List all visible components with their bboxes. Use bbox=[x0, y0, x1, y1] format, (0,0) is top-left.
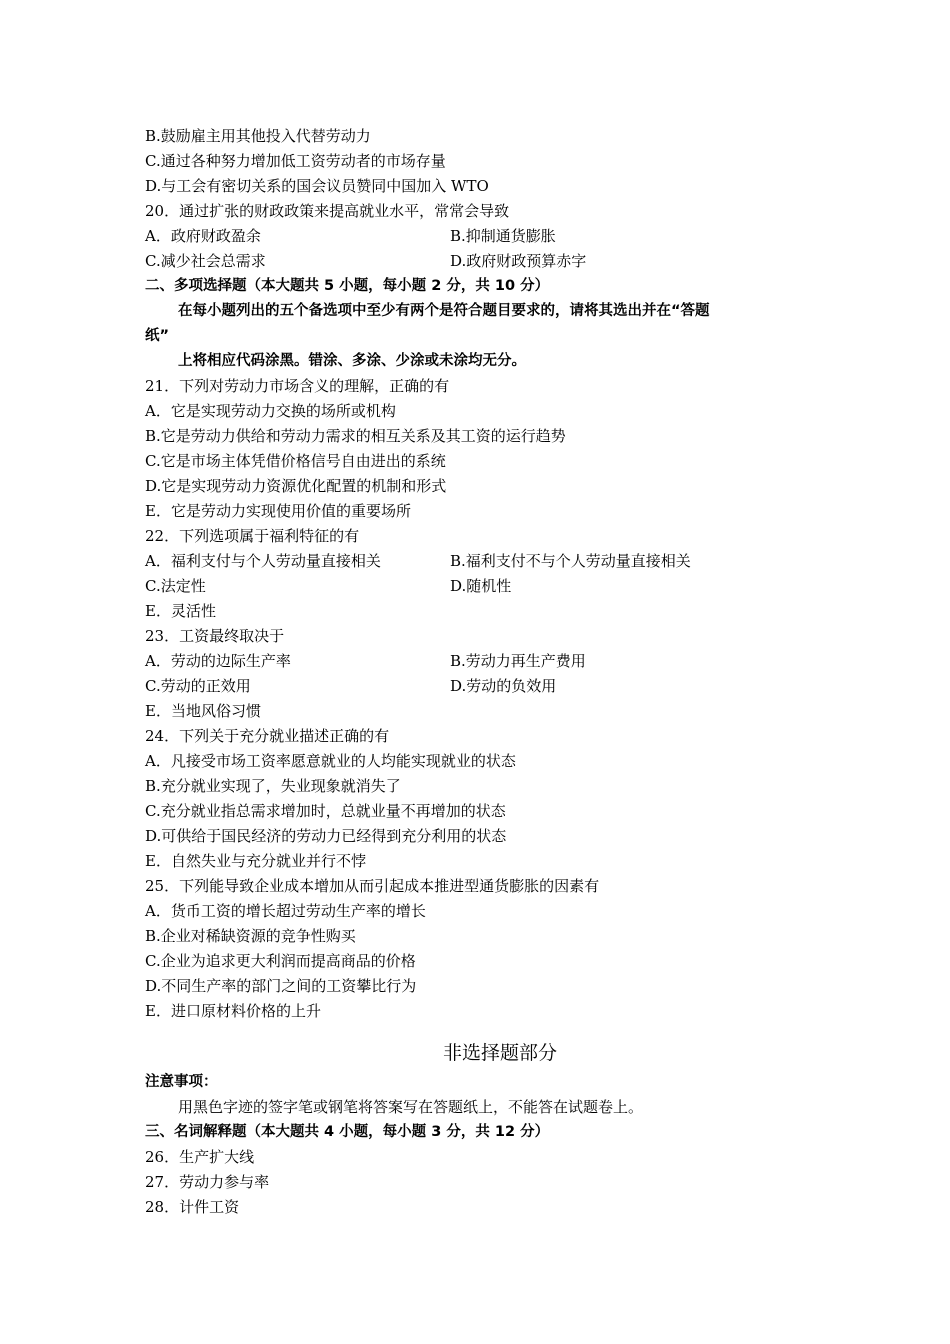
q19-option-d: D.与工会有密切关系的国会议员赞同中国加入 WTO bbox=[145, 177, 489, 195]
q20-option-b: B.抑制通货膨胀 bbox=[450, 227, 556, 245]
q21-option-b: B.它是劳动力供给和劳动力需求的相互关系及其工资的运行趋势 bbox=[145, 427, 566, 445]
q24-option-c: C.充分就业指总需求增加时，总就业量不再增加的状态 bbox=[145, 802, 506, 820]
q27: 27．劳动力参与率 bbox=[145, 1173, 270, 1191]
q23-option-e: E．当地风俗习惯 bbox=[145, 702, 261, 720]
section2-instruction-1: 在每小题列出的五个备选项中至少有两个是符合题目要求的，请将其选出并在“答题 bbox=[178, 303, 710, 319]
q24-stem: 24．下列关于充分就业描述正确的有 bbox=[145, 727, 390, 745]
q25-option-c: C.企业为追求更大利润而提高商品的价格 bbox=[145, 952, 416, 970]
notice-text: 用黑色字迹的签字笔或钢笔将答案写在答题纸上，不能答在试题卷上。 bbox=[178, 1098, 644, 1116]
q22-options-row-1 bbox=[145, 549, 825, 574]
q21-stem: 21．下列对劳动力市场含义的理解，正确的有 bbox=[145, 377, 450, 395]
q24-option-b: B.充分就业实现了，失业现象就消失了 bbox=[145, 777, 401, 795]
q23-option-b: B.劳动力再生产费用 bbox=[450, 652, 586, 670]
q28: 28．计件工资 bbox=[145, 1198, 240, 1216]
q19-option-c: C.通过各种努力增加低工资劳动者的市场存量 bbox=[145, 152, 446, 170]
q24-option-e: E．自然失业与充分就业并行不悖 bbox=[145, 852, 366, 870]
q20-option-d: D.政府财政预算赤字 bbox=[450, 252, 587, 270]
q23-option-d: D.劳动的负效用 bbox=[450, 677, 557, 695]
q22-option-c: C.法定性 bbox=[145, 577, 206, 595]
q22-stem: 22．下列选项属于福利特征的有 bbox=[145, 527, 360, 545]
q21-option-a: A．它是实现劳动力交换的场所或机构 bbox=[145, 402, 396, 420]
section2-title: 二、多项选择题（本大题共 5 小题，每小题 2 分，共 10 分） bbox=[145, 278, 550, 294]
section3-title: 三、名词解释题（本大题共 4 小题，每小题 3 分，共 12 分） bbox=[145, 1124, 550, 1140]
q21-option-c: C.它是市场主体凭借价格信号自由进出的系统 bbox=[145, 452, 446, 470]
q26: 26．生产扩大线 bbox=[145, 1148, 255, 1166]
q20-stem: 20．通过扩张的财政政策来提高就业水平，常常会导致 bbox=[145, 202, 510, 220]
q23-option-a: A．劳动的边际生产率 bbox=[145, 652, 291, 670]
q22-option-a: A．福利支付与个人劳动量直接相关 bbox=[145, 552, 381, 570]
section2-instruction-1b: 纸” bbox=[145, 328, 170, 344]
q22-options-row-2 bbox=[145, 574, 825, 599]
q22-option-b: B.福利支付不与个人劳动量直接相关 bbox=[450, 552, 691, 570]
q19-option-b: B.鼓励雇主用其他投入代替劳动力 bbox=[145, 127, 371, 145]
nonchoice-section-title: 非选择题部分 bbox=[442, 1042, 557, 1064]
q22-option-e: E．灵活性 bbox=[145, 602, 216, 620]
q23-option-c: C.劳动的正效用 bbox=[145, 677, 251, 695]
q24-option-a: A．凡接受市场工资率愿意就业的人均能实现就业的状态 bbox=[145, 752, 516, 770]
q25-option-e: E．进口原材料价格的上升 bbox=[145, 1002, 321, 1020]
q25-option-d: D.不同生产率的部门之间的工资攀比行为 bbox=[145, 977, 417, 995]
q21-option-e: E．它是劳动力实现使用价值的重要场所 bbox=[145, 502, 411, 520]
q25-stem: 25．下列能导致企业成本增加从而引起成本推进型通货膨胀的因素有 bbox=[145, 877, 600, 895]
q23-options-row-2 bbox=[145, 674, 825, 699]
q22-option-d: D.随机性 bbox=[450, 577, 512, 595]
q25-option-b: B.企业对稀缺资源的竞争性购买 bbox=[145, 927, 356, 945]
exam-page bbox=[145, 124, 825, 1220]
q23-stem: 23．工资最终取决于 bbox=[145, 627, 285, 645]
q24-option-d: D.可供给于国民经济的劳动力已经得到充分利用的状态 bbox=[145, 827, 507, 845]
q20-option-a: A．政府财政盈余 bbox=[145, 227, 261, 245]
q25-option-a: A．货币工资的增长超过劳动生产率的增长 bbox=[145, 902, 426, 920]
q20-option-c: C.减少社会总需求 bbox=[145, 252, 266, 270]
q21-option-d: D.它是实现劳动力资源优化配置的机制和形式 bbox=[145, 477, 447, 495]
q20-options-row-2 bbox=[145, 249, 825, 274]
q20-options-row-1 bbox=[145, 224, 825, 249]
notice-label: 注意事项： bbox=[145, 1074, 218, 1090]
q23-options-row-1 bbox=[145, 649, 825, 674]
section2-instruction-2: 上将相应代码涂黑。错涂、多涂、少涂或未涂均无分。 bbox=[178, 353, 526, 369]
